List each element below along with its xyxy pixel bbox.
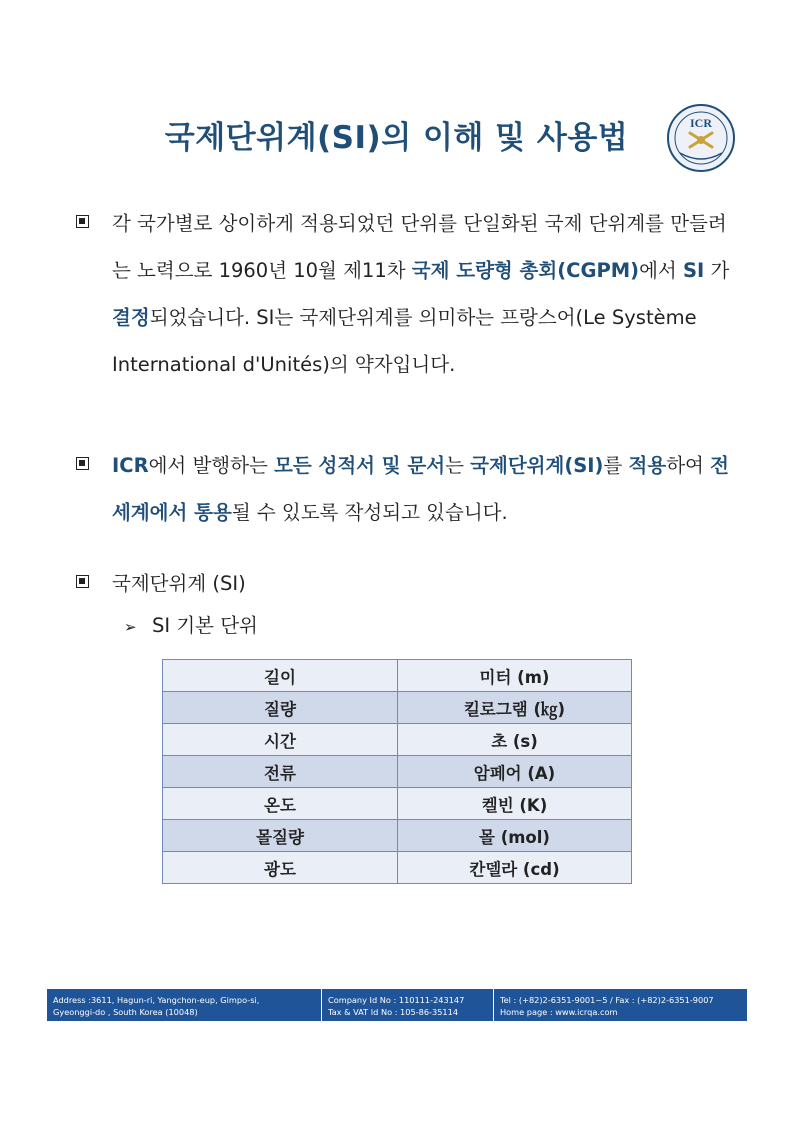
section-icr-usage	[76, 442, 736, 536]
unit-cell: 몰 (mol)	[398, 820, 632, 852]
address-line-2: Gyeonggi-do , South Korea (10048)	[53, 1007, 198, 1017]
si-base-units-table	[162, 659, 632, 884]
body-text: 는	[445, 454, 471, 477]
table-row	[163, 788, 632, 820]
quantity-cell: 시간	[163, 724, 398, 756]
body-text: 되었습니다. SI는 국제단위계를 의미하는 프랑스어(Le Système International d'Unités)의 약자입니다.	[112, 306, 697, 376]
quantity-cell: 전류	[163, 756, 398, 788]
footer-contact	[494, 989, 747, 1021]
paragraph	[76, 560, 736, 607]
highlight-text: 전 세계에서 통용	[112, 454, 729, 524]
address-line-1: Address :3611, Hagun-ri, Yangchon-eup, Gimpo-si,	[53, 995, 260, 1005]
footer-ids	[322, 989, 494, 1021]
unit-cell: 암페어 (A)	[398, 756, 632, 788]
page-title: 국제단위계(SI)의 이해 및 사용법	[164, 120, 629, 156]
table-row	[163, 724, 632, 756]
highlight-text: 적용	[628, 454, 667, 477]
quantity-cell: 몰질량	[163, 820, 398, 852]
para-3	[112, 572, 246, 595]
highlight-text: ICR	[112, 454, 149, 477]
unit-cell: 칸델라 (cd)	[398, 852, 632, 884]
table-row	[163, 820, 632, 852]
subheading-text: SI 기본 단위	[152, 614, 258, 637]
square-bullet-icon	[76, 457, 89, 470]
unit-cell: 킬로그램 (㎏)	[398, 692, 632, 724]
highlight-text: 국제단위계(SI)	[470, 454, 604, 477]
body-text: 에서	[639, 259, 683, 282]
highlight-text: SI	[682, 259, 705, 282]
tel-fax: Tel : (+82)2-6351-9001~5 / Fax : (+82)2-6351-9007	[500, 995, 714, 1005]
section-si-history	[76, 200, 736, 388]
company-id: Company Id No : 110111-243147	[328, 995, 465, 1005]
quantity-cell: 광도	[163, 852, 398, 884]
icr-emblem-icon	[666, 103, 736, 173]
subheading	[124, 606, 258, 647]
body-text: 를	[603, 454, 629, 477]
highlight-text: 결정	[112, 306, 150, 329]
body-text: 각 국가별로 상이하게 적용되었던 단위를 단일화된 국제 단위계를 만들려는 노력으로 1960년 10월 제11차	[112, 212, 727, 282]
table-row	[163, 756, 632, 788]
footer	[47, 989, 747, 1021]
paragraph	[76, 200, 736, 388]
highlight-text: 모든 성적서 및 문서	[274, 454, 446, 477]
body-text: 될 수 있도록 작성되고 있습니다.	[231, 501, 508, 524]
quantity-cell: 길이	[163, 660, 398, 692]
table-row	[163, 692, 632, 724]
body-text: 하여	[666, 454, 711, 477]
footer-address	[47, 989, 322, 1021]
square-bullet-icon	[76, 575, 89, 588]
section-si-heading	[76, 560, 736, 607]
quantity-cell: 질량	[163, 692, 398, 724]
body-text: 에서 발행하는	[148, 454, 275, 477]
paragraph	[76, 442, 736, 536]
logo-text: ICR	[689, 116, 713, 130]
unit-cell: 초 (s)	[398, 724, 632, 756]
homepage-link[interactable]: Home page : www.icrqa.com	[500, 1007, 618, 1017]
tax-id: Tax & VAT Id No : 105-86-35114	[328, 1007, 459, 1017]
table-row	[163, 852, 632, 884]
table-row	[163, 660, 632, 692]
arrow-bullet-icon: ➢	[124, 618, 137, 636]
highlight-text: 국제 도량형 총회(CGPM)	[411, 259, 640, 282]
body-text: 가	[704, 259, 730, 282]
unit-cell: 미터 (m)	[398, 660, 632, 692]
unit-cell: 켈빈 (K)	[398, 788, 632, 820]
para-2	[112, 454, 729, 524]
square-bullet-icon	[76, 215, 89, 228]
body-text: 국제단위계 (SI)	[112, 572, 246, 595]
para-1	[112, 212, 729, 376]
quantity-cell: 온도	[163, 788, 398, 820]
